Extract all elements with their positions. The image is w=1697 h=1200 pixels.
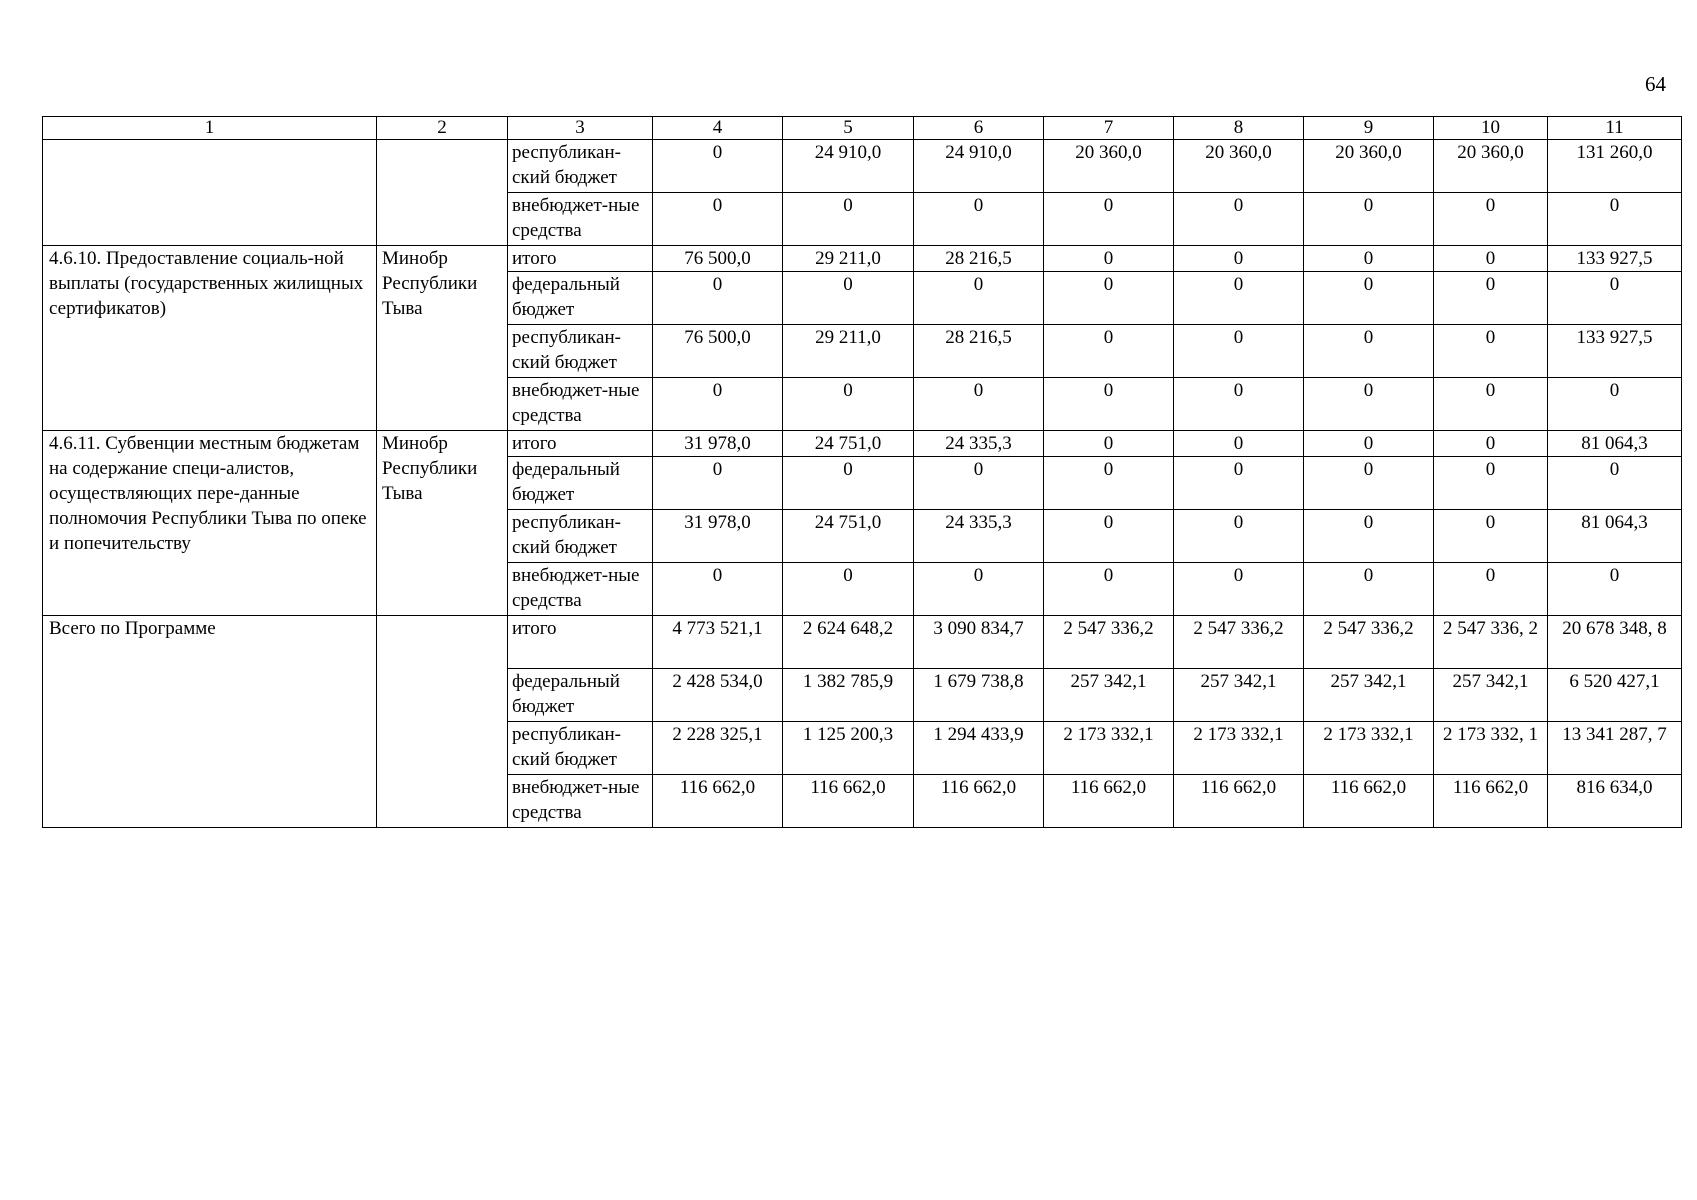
funding-type-cell: итого	[508, 246, 653, 272]
table-row	[43, 246, 1682, 272]
value-cell: 0	[1174, 457, 1304, 510]
executor-cell: Минобр Республики Тыва	[377, 431, 508, 616]
column-header: 10	[1434, 117, 1548, 140]
value-cell: 28 216,5	[914, 325, 1044, 378]
funding-type-cell: внебюджет-ные средства	[508, 193, 653, 246]
value-cell: 1 382 785,9	[783, 669, 914, 722]
value-cell: 24 335,3	[914, 431, 1044, 457]
value-cell: 0	[1548, 378, 1682, 431]
value-cell: 0	[1044, 431, 1174, 457]
funding-type-cell: итого	[508, 616, 653, 669]
value-cell: 20 360,0	[1044, 140, 1174, 193]
value-cell: 0	[914, 457, 1044, 510]
value-cell: 0	[914, 563, 1044, 616]
value-cell: 816 634,0	[1548, 775, 1682, 828]
value-cell: 0	[914, 272, 1044, 325]
value-cell: 0	[653, 563, 783, 616]
empty-cell	[43, 140, 377, 246]
value-cell: 76 500,0	[653, 246, 783, 272]
executor-cell	[377, 616, 508, 828]
value-cell: 2 173 332, 1	[1434, 722, 1548, 775]
value-cell: 0	[1434, 246, 1548, 272]
value-cell: 0	[1434, 193, 1548, 246]
value-cell: 0	[1174, 431, 1304, 457]
value-cell: 116 662,0	[1304, 775, 1434, 828]
value-cell: 0	[1304, 246, 1434, 272]
value-cell: 0	[653, 193, 783, 246]
column-header: 3	[508, 117, 653, 140]
value-cell: 2 173 332,1	[1044, 722, 1174, 775]
table-row	[43, 140, 1682, 193]
value-cell: 24 910,0	[783, 140, 914, 193]
value-cell: 0	[783, 378, 914, 431]
value-cell: 0	[653, 140, 783, 193]
value-cell: 0	[1044, 246, 1174, 272]
value-cell: 81 064,3	[1548, 510, 1682, 563]
table-row	[43, 616, 1682, 669]
column-header: 1	[43, 117, 377, 140]
value-cell: 0	[1304, 193, 1434, 246]
column-header: 8	[1174, 117, 1304, 140]
value-cell: 0	[1044, 325, 1174, 378]
funding-type-cell: республикан-ский бюджет	[508, 722, 653, 775]
value-cell: 0	[1304, 272, 1434, 325]
value-cell: 257 342,1	[1174, 669, 1304, 722]
value-cell: 0	[1174, 563, 1304, 616]
value-cell: 1 125 200,3	[783, 722, 914, 775]
page-number: 64	[1645, 72, 1666, 96]
value-cell: 0	[783, 563, 914, 616]
funding-type-cell: внебюджет-ные средства	[508, 378, 653, 431]
value-cell: 116 662,0	[1174, 775, 1304, 828]
value-cell: 2 173 332,1	[1174, 722, 1304, 775]
column-header: 6	[914, 117, 1044, 140]
value-cell: 116 662,0	[783, 775, 914, 828]
value-cell: 24 335,3	[914, 510, 1044, 563]
value-cell: 81 064,3	[1548, 431, 1682, 457]
value-cell: 0	[1174, 193, 1304, 246]
value-cell: 0	[1304, 457, 1434, 510]
value-cell: 1 679 738,8	[914, 669, 1044, 722]
value-cell: 257 342,1	[1044, 669, 1174, 722]
value-cell: 0	[1434, 457, 1548, 510]
value-cell: 2 547 336,2	[1044, 616, 1174, 669]
value-cell: 0	[1044, 193, 1174, 246]
funding-type-cell: республикан-ский бюджет	[508, 140, 653, 193]
value-cell: 0	[1434, 510, 1548, 563]
value-cell: 31 978,0	[653, 510, 783, 563]
value-cell: 116 662,0	[914, 775, 1044, 828]
value-cell: 133 927,5	[1548, 246, 1682, 272]
value-cell: 0	[1044, 272, 1174, 325]
value-cell: 0	[1434, 563, 1548, 616]
column-header: 4	[653, 117, 783, 140]
value-cell: 2 228 325,1	[653, 722, 783, 775]
value-cell: 2 428 534,0	[653, 669, 783, 722]
value-cell: 0	[653, 378, 783, 431]
value-cell: 0	[653, 272, 783, 325]
value-cell: 116 662,0	[653, 775, 783, 828]
value-cell: 28 216,5	[914, 246, 1044, 272]
value-cell: 0	[1434, 272, 1548, 325]
value-cell: 20 360,0	[1434, 140, 1548, 193]
value-cell: 29 211,0	[783, 325, 914, 378]
value-cell: 3 090 834,7	[914, 616, 1044, 669]
value-cell: 0	[1548, 563, 1682, 616]
value-cell: 0	[1434, 378, 1548, 431]
value-cell: 31 978,0	[653, 431, 783, 457]
value-cell: 0	[1434, 431, 1548, 457]
value-cell: 257 342,1	[1434, 669, 1548, 722]
value-cell: 1 294 433,9	[914, 722, 1044, 775]
measure-name-cell: Всего по Программе	[43, 616, 377, 828]
value-cell: 116 662,0	[1044, 775, 1174, 828]
value-cell: 0	[914, 378, 1044, 431]
value-cell: 0	[1304, 563, 1434, 616]
funding-type-cell: итого	[508, 431, 653, 457]
value-cell: 29 211,0	[783, 246, 914, 272]
column-header: 2	[377, 117, 508, 140]
executor-cell: Минобр Республики Тыва	[377, 246, 508, 431]
value-cell: 0	[1548, 272, 1682, 325]
value-cell: 0	[783, 457, 914, 510]
column-header: 11	[1548, 117, 1682, 140]
funding-type-cell: республикан-ский бюджет	[508, 510, 653, 563]
value-cell: 2 547 336,2	[1174, 616, 1304, 669]
table-row	[43, 431, 1682, 457]
value-cell: 24 751,0	[783, 431, 914, 457]
column-header: 9	[1304, 117, 1434, 140]
funding-type-cell: внебюджет-ные средства	[508, 775, 653, 828]
value-cell: 4 773 521,1	[653, 616, 783, 669]
value-cell: 0	[1434, 325, 1548, 378]
value-cell: 0	[1548, 457, 1682, 510]
value-cell: 0	[1174, 378, 1304, 431]
funding-type-cell: федеральный бюджет	[508, 669, 653, 722]
value-cell: 0	[1044, 457, 1174, 510]
value-cell: 2 547 336, 2	[1434, 616, 1548, 669]
value-cell: 6 520 427,1	[1548, 669, 1682, 722]
measure-name-cell: 4.6.11. Субвенции местным бюджетам на содержание специ-алистов, осуществляющих пере-данные полномочия Республики Тыва по опеке и попечительству	[43, 431, 377, 616]
value-cell: 0	[1304, 378, 1434, 431]
value-cell: 0	[1304, 431, 1434, 457]
value-cell: 0	[1174, 325, 1304, 378]
value-cell: 0	[783, 193, 914, 246]
empty-cell	[377, 140, 508, 246]
value-cell: 131 260,0	[1548, 140, 1682, 193]
value-cell: 2 624 648,2	[783, 616, 914, 669]
value-cell: 2 173 332,1	[1304, 722, 1434, 775]
table-header-row	[43, 117, 1682, 140]
value-cell: 76 500,0	[653, 325, 783, 378]
value-cell: 20 360,0	[1174, 140, 1304, 193]
funding-type-cell: федеральный бюджет	[508, 457, 653, 510]
value-cell: 2 547 336,2	[1304, 616, 1434, 669]
value-cell: 116 662,0	[1434, 775, 1548, 828]
value-cell: 0	[1044, 378, 1174, 431]
value-cell: 24 910,0	[914, 140, 1044, 193]
value-cell: 0	[783, 272, 914, 325]
value-cell: 0	[1174, 246, 1304, 272]
value-cell: 13 341 287, 7	[1548, 722, 1682, 775]
value-cell: 0	[1304, 510, 1434, 563]
value-cell: 0	[1174, 272, 1304, 325]
value-cell: 24 751,0	[783, 510, 914, 563]
column-header: 5	[783, 117, 914, 140]
value-cell: 0	[653, 457, 783, 510]
value-cell: 0	[1304, 325, 1434, 378]
value-cell: 20 360,0	[1304, 140, 1434, 193]
value-cell: 20 678 348, 8	[1548, 616, 1682, 669]
value-cell: 0	[1548, 193, 1682, 246]
value-cell: 0	[1044, 510, 1174, 563]
funding-type-cell: республикан-ский бюджет	[508, 325, 653, 378]
value-cell: 133 927,5	[1548, 325, 1682, 378]
value-cell: 0	[1044, 563, 1174, 616]
measure-name-cell: 4.6.10. Предоставление социаль-ной выплаты (государственных жилищных сертификатов)	[43, 246, 377, 431]
budget-table	[42, 116, 1682, 828]
value-cell: 0	[914, 193, 1044, 246]
value-cell: 257 342,1	[1304, 669, 1434, 722]
funding-type-cell: федеральный бюджет	[508, 272, 653, 325]
value-cell: 0	[1174, 510, 1304, 563]
column-header: 7	[1044, 117, 1174, 140]
funding-type-cell: внебюджет-ные средства	[508, 563, 653, 616]
